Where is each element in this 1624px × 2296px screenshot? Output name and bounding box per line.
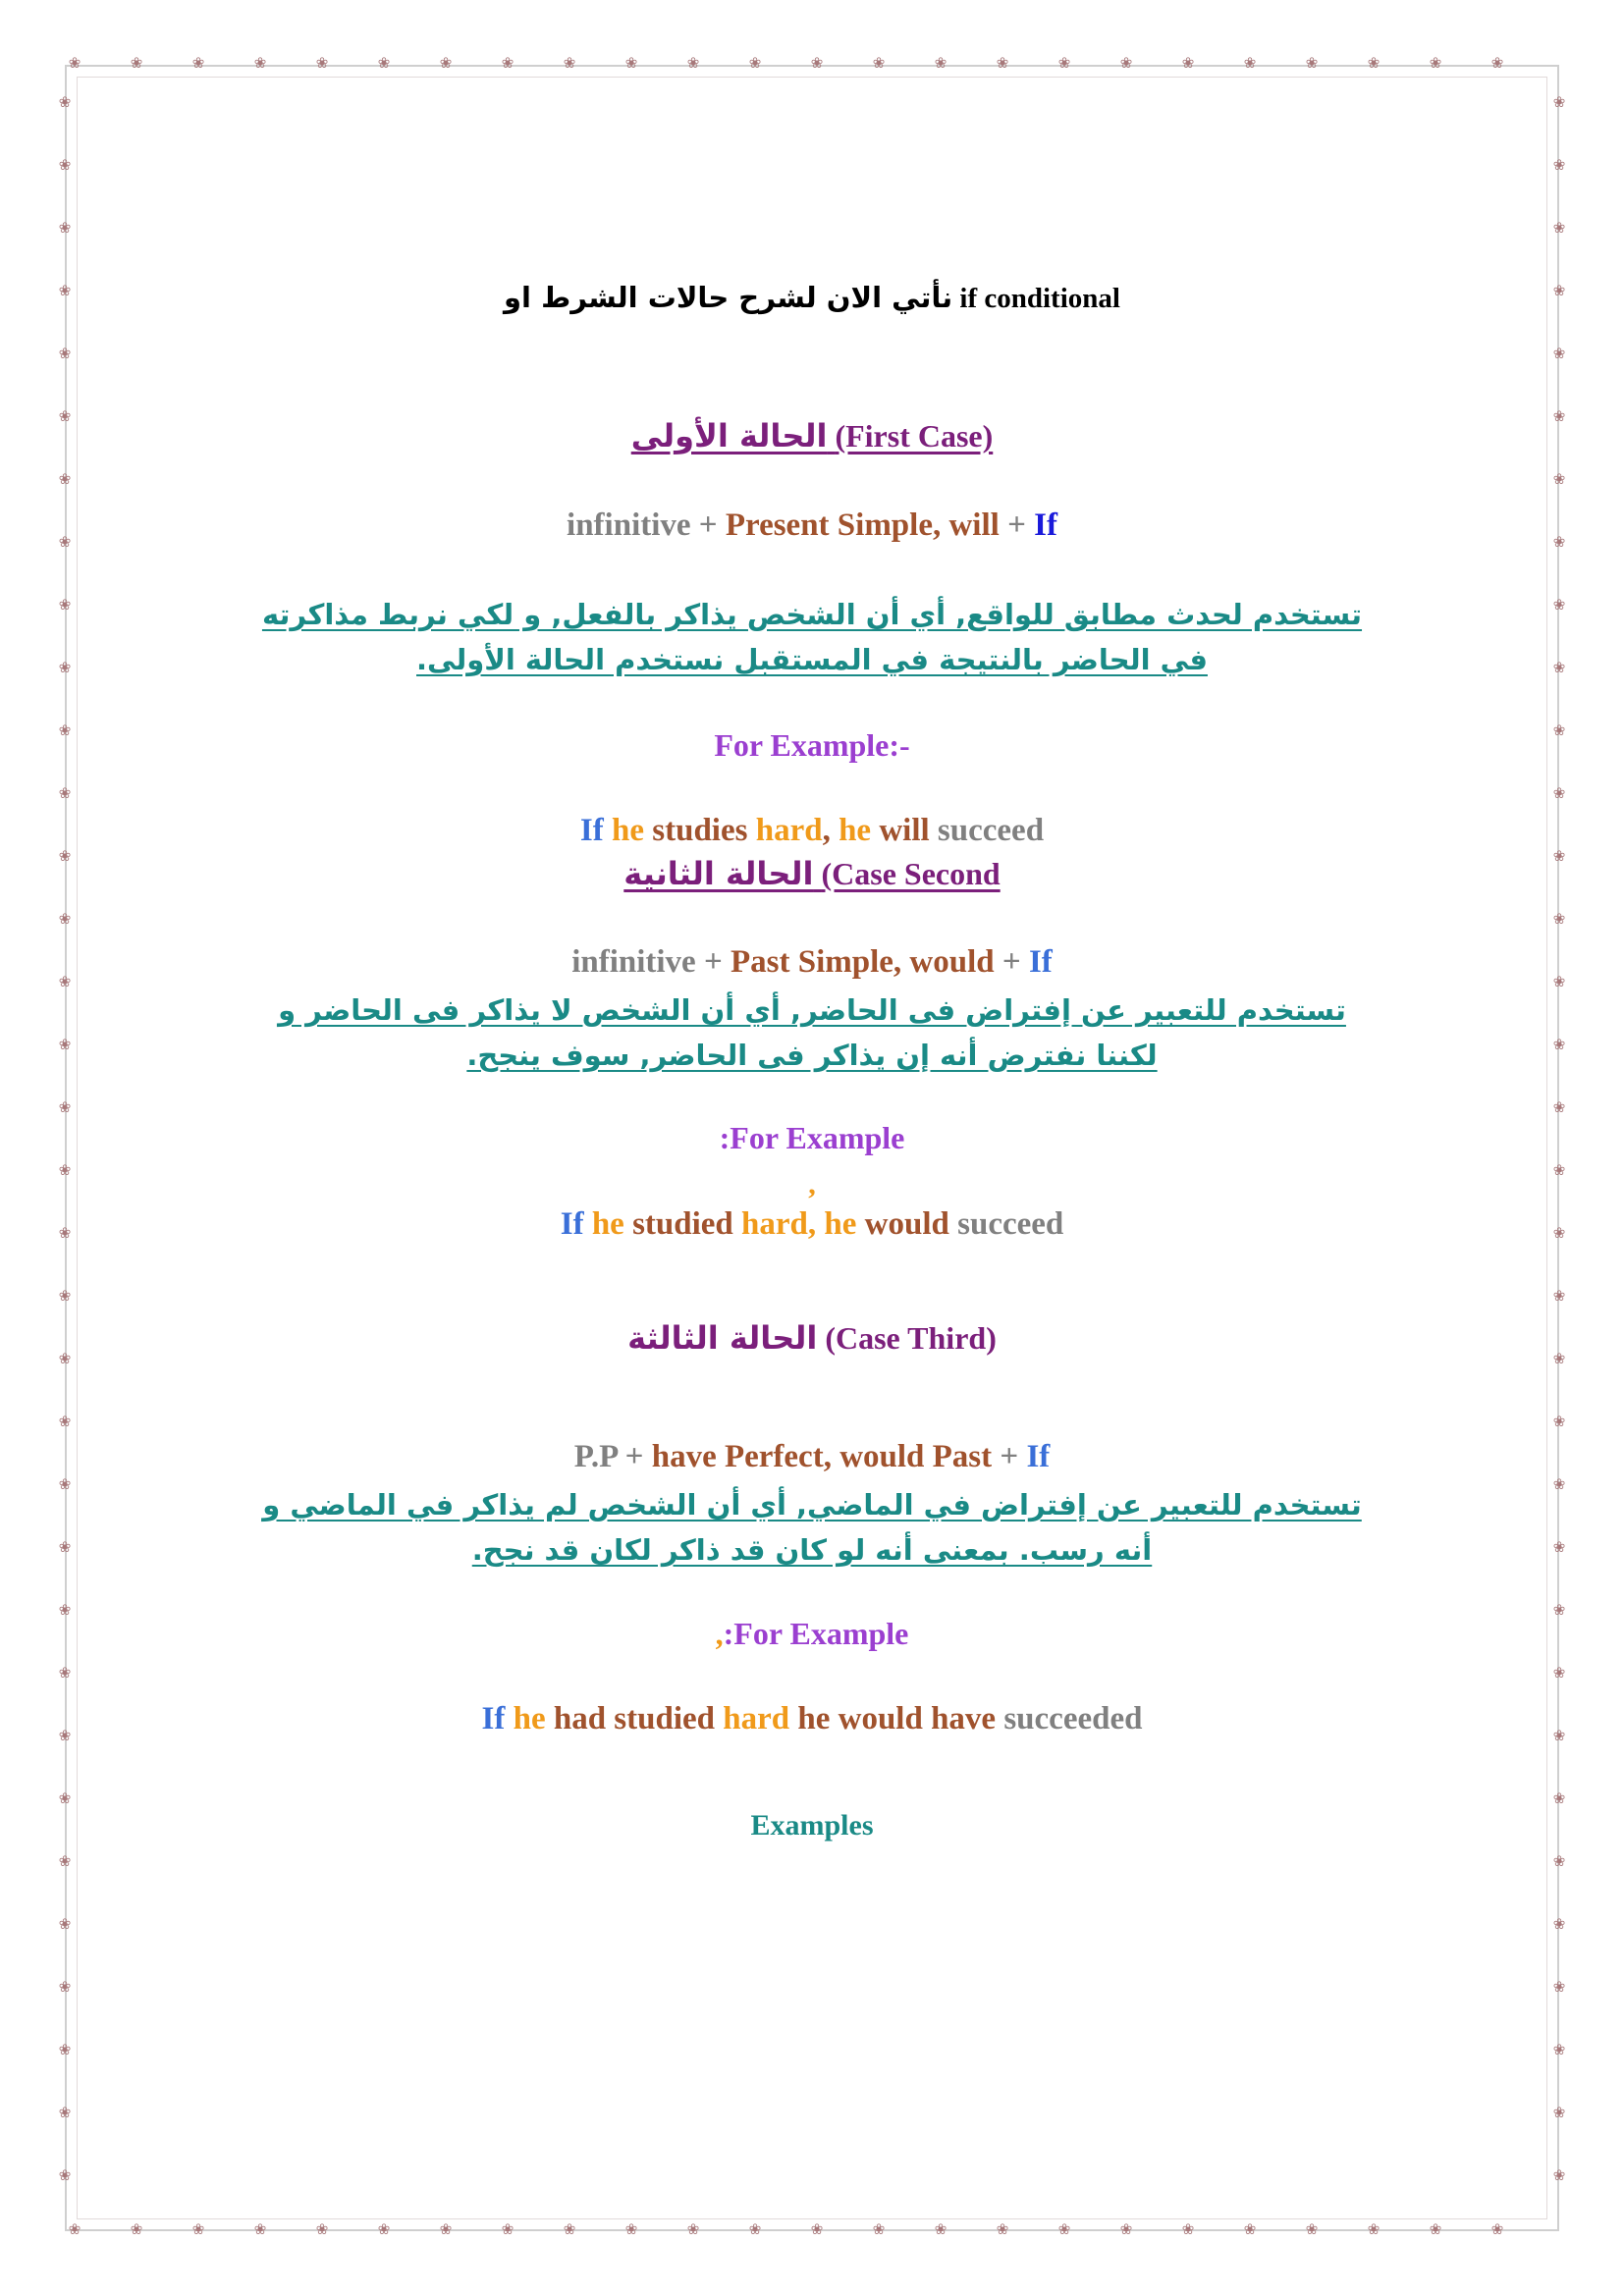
border-ornament-icon: ❀ bbox=[1552, 1163, 1566, 1179]
case3-formula-perfect: have Perfect, would Past bbox=[651, 1439, 993, 1474]
border-ornament-icon: ❀ bbox=[68, 2222, 81, 2238]
border-ornament-icon: ❀ bbox=[1552, 975, 1566, 990]
border-ornament-icon: ❀ bbox=[748, 56, 762, 72]
border-ornament-icon: ❀ bbox=[315, 56, 329, 72]
case2-formula-plus1: + bbox=[703, 944, 723, 980]
border-ornament-icon: ❀ bbox=[1552, 409, 1566, 425]
border-ornament-icon: ❀ bbox=[58, 598, 72, 614]
border-ornament-icon: ❀ bbox=[1552, 1980, 1566, 1996]
case2-ex-studied: studied bbox=[632, 1206, 733, 1242]
border-ornament-icon: ❀ bbox=[1552, 1729, 1566, 1744]
case1-formula-present: Present Simple, will bbox=[725, 507, 1000, 543]
border-ornament-icon: ❀ bbox=[191, 56, 205, 72]
border-ornament-icon: ❀ bbox=[58, 2168, 72, 2184]
border-ornament-icon: ❀ bbox=[872, 56, 886, 72]
border-ornament-icon: ❀ bbox=[1305, 2222, 1319, 2238]
title-english: if conditional bbox=[959, 283, 1120, 314]
border-ornament-icon: ❀ bbox=[58, 221, 72, 237]
case3-ex-if: If bbox=[481, 1701, 506, 1736]
border-ornament-icon: ❀ bbox=[58, 1289, 72, 1305]
case2-example-sentence bbox=[0, 1206, 1624, 1243]
case2-formula bbox=[0, 944, 1624, 981]
border-ornament-icon: ❀ bbox=[563, 56, 576, 72]
case1-formula bbox=[0, 507, 1624, 544]
case1-example-sentence bbox=[0, 813, 1624, 849]
border-ornament-icon: ❀ bbox=[58, 912, 72, 928]
case1-ex-if: If bbox=[579, 813, 604, 848]
border-ornament-icon: ❀ bbox=[934, 56, 947, 72]
case1-formula-plus2: + bbox=[1007, 507, 1026, 543]
border-ornament-icon: ❀ bbox=[1552, 221, 1566, 237]
border-ornament-icon: ❀ bbox=[58, 1100, 72, 1116]
border-ornament-icon: ❀ bbox=[58, 1163, 72, 1179]
case2-ex-would: would bbox=[864, 1206, 949, 1242]
border-ornament-icon: ❀ bbox=[1490, 2222, 1504, 2238]
border-ornament-icon: ❀ bbox=[1552, 1415, 1566, 1430]
border-ornament-icon: ❀ bbox=[58, 1729, 72, 1744]
border-ornament-icon: ❀ bbox=[58, 1477, 72, 1493]
border-ornament-icon: ❀ bbox=[58, 409, 72, 425]
border-ornament-icon: ❀ bbox=[58, 849, 72, 865]
border-ornament-icon: ❀ bbox=[1552, 95, 1566, 111]
case1-ex-studies: studies bbox=[652, 813, 748, 848]
case1-ex-he2: he bbox=[839, 813, 872, 848]
border-ornament-icon: ❀ bbox=[253, 56, 267, 72]
case1-ex-comma: , bbox=[822, 813, 831, 848]
case3-ex-succeeded: succeeded bbox=[1003, 1701, 1143, 1736]
case2-ex-he1: he bbox=[591, 1206, 624, 1242]
case3-formula-pp: P.P bbox=[573, 1439, 618, 1474]
border-ornament-icon: ❀ bbox=[1367, 2222, 1380, 2238]
border-ornament-icon: ❀ bbox=[1181, 2222, 1195, 2238]
border-ornament-icon: ❀ bbox=[58, 1226, 72, 1242]
border-ornament-icon: ❀ bbox=[1552, 1352, 1566, 1367]
border-ornament-icon: ❀ bbox=[58, 975, 72, 990]
border-ornament-icon: ❀ bbox=[377, 2222, 391, 2238]
case2-comma-mark: , bbox=[808, 1168, 816, 1201]
border-ornament-icon: ❀ bbox=[1552, 347, 1566, 362]
case3-ex-he1: he bbox=[513, 1701, 546, 1736]
case3-example-label bbox=[0, 1616, 1624, 1652]
border-ornament-icon: ❀ bbox=[748, 2222, 762, 2238]
border-ornament-icon: ❀ bbox=[1552, 849, 1566, 865]
case3-example-label-comma: , bbox=[715, 1616, 724, 1651]
border-ornament-icon: ❀ bbox=[58, 1791, 72, 1807]
border-ornament-icon: ❀ bbox=[1552, 723, 1566, 739]
case2-explanation: تستخدم للتعبير عن إفتراض فى الحاضر, أي أن الشخص لا يذاكر فى الحاضر و لكننا نفترض أنه إن يذاكر فى الحاضر, سوف ينجح. bbox=[278, 993, 1346, 1072]
case3-formula-plus2: + bbox=[1000, 1439, 1019, 1474]
case3-ex-had-studied: had studied bbox=[553, 1701, 716, 1736]
border-ornament-icon: ❀ bbox=[1429, 2222, 1442, 2238]
border-ornament-icon: ❀ bbox=[1552, 472, 1566, 488]
case2-heading-english: (Case Second bbox=[821, 856, 1001, 891]
border-ornament-icon: ❀ bbox=[58, 786, 72, 802]
border-ornament-icon: ❀ bbox=[1552, 535, 1566, 551]
examples-heading: Examples bbox=[750, 1809, 874, 1842]
case3-heading-english: (Case Third) bbox=[825, 1320, 997, 1356]
case3-explanation: تستخدم للتعبير عن إفتراض في الماضي, أي أن الشخص لم يذاكر في الماضي و أنه رسب. بمعنى أنه لو كان قد ذاكر لكان قد نجح. bbox=[262, 1488, 1362, 1567]
border-ornament-icon: ❀ bbox=[58, 1854, 72, 1870]
border-ornament-icon: ❀ bbox=[996, 56, 1009, 72]
case2-heading bbox=[0, 855, 1624, 892]
border-ornament-icon: ❀ bbox=[1552, 1603, 1566, 1619]
border-ornament-icon: ❀ bbox=[686, 2222, 700, 2238]
case1-ex-will: will bbox=[879, 813, 930, 848]
case1-formula-plus1: + bbox=[698, 507, 718, 543]
case3-heading bbox=[0, 1319, 1624, 1357]
border-ornament-icon: ❀ bbox=[1552, 1226, 1566, 1242]
border-ornament-icon: ❀ bbox=[68, 56, 81, 72]
case2-ex-succeed: succeed bbox=[957, 1206, 1064, 1242]
border-ornament-icon: ❀ bbox=[1305, 56, 1319, 72]
border-ornament-icon: ❀ bbox=[58, 1540, 72, 1556]
border-ornament-icon: ❀ bbox=[1552, 1666, 1566, 1682]
border-ornament-icon: ❀ bbox=[253, 2222, 267, 2238]
border-ornament-icon: ❀ bbox=[501, 2222, 514, 2238]
border-ornament-icon: ❀ bbox=[1552, 2168, 1566, 2184]
border-ornament-icon: ❀ bbox=[1552, 661, 1566, 676]
border-ornament-icon: ❀ bbox=[439, 56, 453, 72]
border-ornament-icon: ❀ bbox=[1552, 2043, 1566, 2058]
border-ornament-icon: ❀ bbox=[58, 2043, 72, 2058]
border-ornament-icon: ❀ bbox=[996, 2222, 1009, 2238]
border-ornament-icon: ❀ bbox=[1057, 2222, 1071, 2238]
border-ornament-icon: ❀ bbox=[1552, 158, 1566, 174]
case3-formula-if: If bbox=[1026, 1439, 1051, 1474]
border-ornament-icon: ❀ bbox=[58, 535, 72, 551]
border-ornament-icon: ❀ bbox=[1552, 1477, 1566, 1493]
border-ornament-icon: ❀ bbox=[58, 472, 72, 488]
border-ornament-icon: ❀ bbox=[1243, 2222, 1257, 2238]
border-ornament-icon: ❀ bbox=[58, 284, 72, 299]
border-ornament-icon: ❀ bbox=[810, 2222, 824, 2238]
border-ornament-icon: ❀ bbox=[58, 1666, 72, 1682]
border-ornament-icon: ❀ bbox=[58, 1980, 72, 1996]
border-ornament-icon: ❀ bbox=[1552, 1791, 1566, 1807]
case2-heading-arabic: الحالة الثانية bbox=[623, 855, 814, 892]
border-ornament-icon: ❀ bbox=[1552, 1540, 1566, 1556]
case3-ex-he-would-have: he would have bbox=[797, 1701, 997, 1736]
border-ornament-icon: ❀ bbox=[58, 723, 72, 739]
title-arabic: نأتي الان لشرح حالات الشرط او bbox=[504, 281, 953, 314]
case3-ex-hard: hard bbox=[723, 1701, 790, 1736]
case1-example-label: For Example:- bbox=[714, 727, 910, 763]
border-ornament-icon: ❀ bbox=[58, 347, 72, 362]
case2-formula-if: If bbox=[1028, 944, 1053, 980]
case1-heading bbox=[0, 417, 1624, 454]
case1-heading-arabic: الحالة الأولى bbox=[630, 417, 828, 454]
case3-example-label-text: :For Example bbox=[723, 1616, 909, 1651]
case3-heading-arabic: الحالة الثالثة bbox=[627, 1319, 818, 1357]
border-ornament-icon: ❀ bbox=[872, 2222, 886, 2238]
border-ornament-icon: ❀ bbox=[1490, 56, 1504, 72]
border-ornament-icon: ❀ bbox=[934, 2222, 947, 2238]
border-ornament-icon: ❀ bbox=[191, 2222, 205, 2238]
border-ornament-icon: ❀ bbox=[1119, 2222, 1133, 2238]
case2-formula-past: Past Simple, would bbox=[731, 944, 995, 980]
case2-formula-infinitive: infinitive bbox=[571, 944, 696, 980]
case1-formula-infinitive: infinitive bbox=[567, 507, 691, 543]
border-ornament-icon: ❀ bbox=[130, 2222, 143, 2238]
border-ornament-icon: ❀ bbox=[1367, 56, 1380, 72]
border-ornament-icon: ❀ bbox=[58, 158, 72, 174]
border-ornament-icon: ❀ bbox=[563, 2222, 576, 2238]
case3-example-sentence bbox=[0, 1701, 1624, 1737]
case2-ex-if: If bbox=[560, 1206, 584, 1242]
border-ornament-icon: ❀ bbox=[58, 1917, 72, 1933]
border-ornament-icon: ❀ bbox=[130, 56, 143, 72]
case1-heading-english: (First Case) bbox=[835, 418, 994, 454]
border-ornament-icon: ❀ bbox=[58, 1415, 72, 1430]
page-title bbox=[0, 281, 1624, 315]
border-ornament-icon: ❀ bbox=[58, 1352, 72, 1367]
case1-formula-if: If bbox=[1034, 507, 1057, 543]
border-ornament-icon: ❀ bbox=[686, 56, 700, 72]
border-ornament-icon: ❀ bbox=[58, 2106, 72, 2121]
border-ornament-icon: ❀ bbox=[58, 95, 72, 111]
border-ornament-icon: ❀ bbox=[58, 1038, 72, 1053]
case2-ex-hard: hard, bbox=[741, 1206, 817, 1242]
case2-example-label: :For Example bbox=[719, 1120, 905, 1155]
case3-formula-plus1: + bbox=[624, 1439, 644, 1474]
border-ornament-icon: ❀ bbox=[1552, 1854, 1566, 1870]
border-ornament-icon: ❀ bbox=[58, 1603, 72, 1619]
border-ornament-icon: ❀ bbox=[624, 56, 638, 72]
border-ornament-icon: ❀ bbox=[1552, 1917, 1566, 1933]
case1-ex-he1: he bbox=[612, 813, 645, 848]
border-ornament-icon: ❀ bbox=[1119, 56, 1133, 72]
case3-formula bbox=[0, 1439, 1624, 1475]
border-ornament-icon: ❀ bbox=[1552, 1038, 1566, 1053]
border-ornament-icon: ❀ bbox=[1243, 56, 1257, 72]
border-ornament-icon: ❀ bbox=[1552, 2106, 1566, 2121]
case2-formula-plus2: + bbox=[1001, 944, 1021, 980]
border-ornament-icon: ❀ bbox=[1429, 56, 1442, 72]
case1-explanation: تستخدم لحدث مطابق للواقع, أي أن الشخص يذاكر بالفعل, و لكي نربط مذاكرته في الحاضر بالنتيجة في المستقبل نستخدم الحالة الأولى. bbox=[261, 598, 1363, 676]
border-ornament-icon: ❀ bbox=[315, 2222, 329, 2238]
border-ornament-icon: ❀ bbox=[501, 56, 514, 72]
border-ornament-icon: ❀ bbox=[1552, 1289, 1566, 1305]
border-ornament-icon: ❀ bbox=[1552, 912, 1566, 928]
case2-ex-he2: he bbox=[824, 1206, 857, 1242]
border-ornament-icon: ❀ bbox=[1552, 284, 1566, 299]
case1-ex-hard: hard bbox=[755, 813, 823, 848]
border-ornament-icon: ❀ bbox=[58, 661, 72, 676]
border-ornament-icon: ❀ bbox=[1552, 1100, 1566, 1116]
border-ornament-icon: ❀ bbox=[1552, 598, 1566, 614]
border-ornament-icon: ❀ bbox=[624, 2222, 638, 2238]
border-ornament-icon: ❀ bbox=[1057, 56, 1071, 72]
border-ornament-icon: ❀ bbox=[377, 56, 391, 72]
border-ornament-icon: ❀ bbox=[1552, 786, 1566, 802]
border-ornament-icon: ❀ bbox=[810, 56, 824, 72]
border-ornament-icon: ❀ bbox=[439, 2222, 453, 2238]
case1-ex-succeed: succeed bbox=[937, 813, 1045, 848]
border-ornament-icon: ❀ bbox=[1181, 56, 1195, 72]
